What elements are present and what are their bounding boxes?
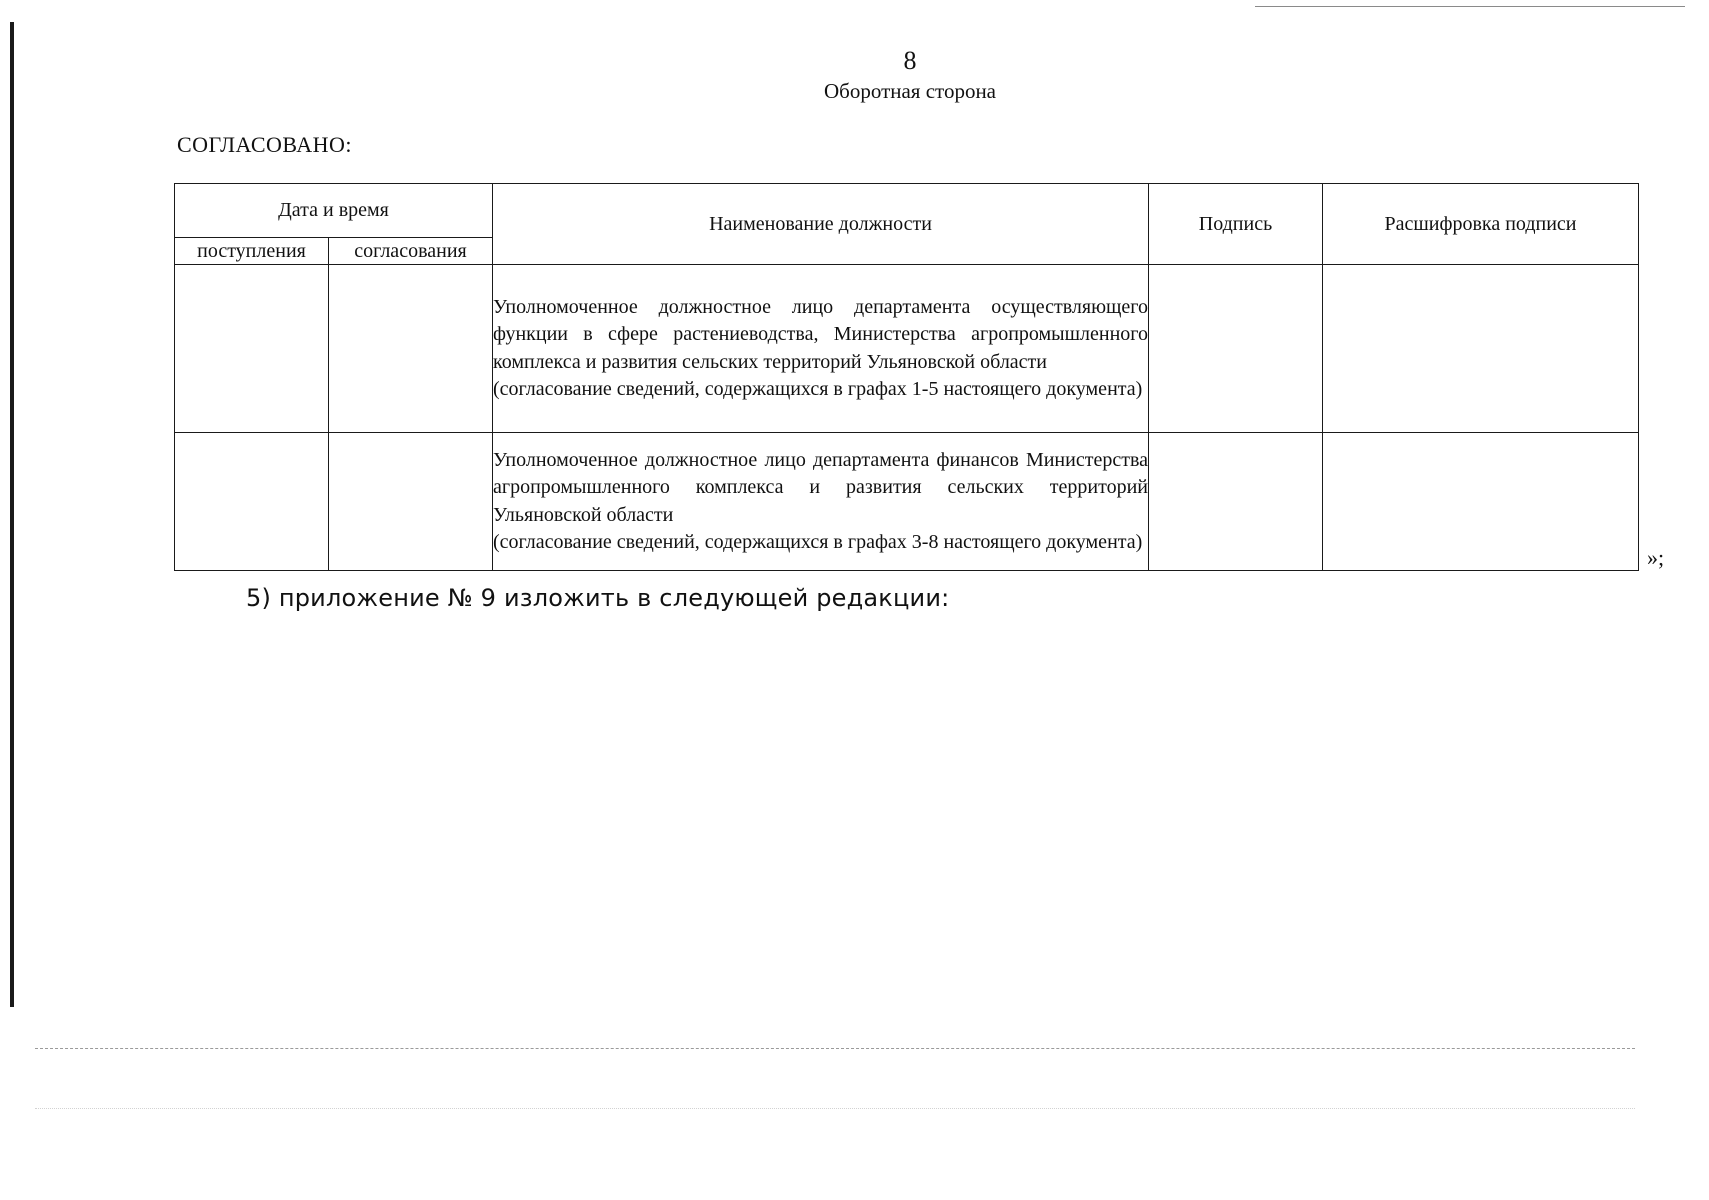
table-row: [175, 433, 1639, 571]
table-header-row: [175, 184, 1639, 238]
cell-received: [175, 433, 329, 571]
amendment-text: 5) приложение № 9 изложить в следующей редакции:: [246, 584, 950, 612]
cell-signature: [1149, 265, 1323, 433]
cell-position: [493, 433, 1149, 571]
header-approved: согласования: [329, 238, 493, 265]
cell-signature-decoding: [1323, 433, 1639, 571]
cell-position: [493, 265, 1149, 433]
position-text: Уполномоченное должностное лицо департамента финансов Министерства агропромышленного комплекса и развития сельских территорий Ульяновской области: [493, 448, 1148, 526]
header-position: Наименование должности: [493, 184, 1149, 265]
header-signature-decoding: Расшифровка подписи: [1323, 184, 1639, 265]
closing-quote-mark: »;: [1647, 545, 1665, 570]
scan-line-top: [1255, 6, 1685, 7]
scan-artifact-dots: [35, 1108, 1635, 1109]
cell-signature: [1149, 433, 1323, 571]
agreed-label: СОГЛАСОВАНО:: [177, 132, 352, 157]
page-number: 8: [903, 46, 917, 75]
table-row: [175, 265, 1639, 433]
cell-received: [175, 265, 329, 433]
scan-edge-left: [10, 22, 14, 1007]
cell-approved: [329, 433, 493, 571]
position-note: (согласование сведений, содержащихся в графах 1-5 настоящего документа): [493, 378, 1143, 400]
cell-approved: [329, 265, 493, 433]
header-date-time: Дата и время: [175, 184, 493, 238]
position-text: Уполномоченное должностное лицо департамента осуществляющего функции в сфере растениеводства, Министерства агропромышленного комплекса и развития сельских территорий Ульяновской области: [493, 295, 1148, 373]
page-subtitle: Оборотная сторона: [824, 79, 996, 103]
cell-signature-decoding: [1323, 265, 1639, 433]
scan-artifact-dashes: [35, 1048, 1635, 1049]
position-note: (согласование сведений, содержащихся в графах 3-8 настоящего документа): [493, 531, 1143, 553]
header-received: поступления: [175, 238, 329, 265]
approval-table: [174, 183, 1639, 571]
header-signature: Подпись: [1149, 184, 1323, 265]
